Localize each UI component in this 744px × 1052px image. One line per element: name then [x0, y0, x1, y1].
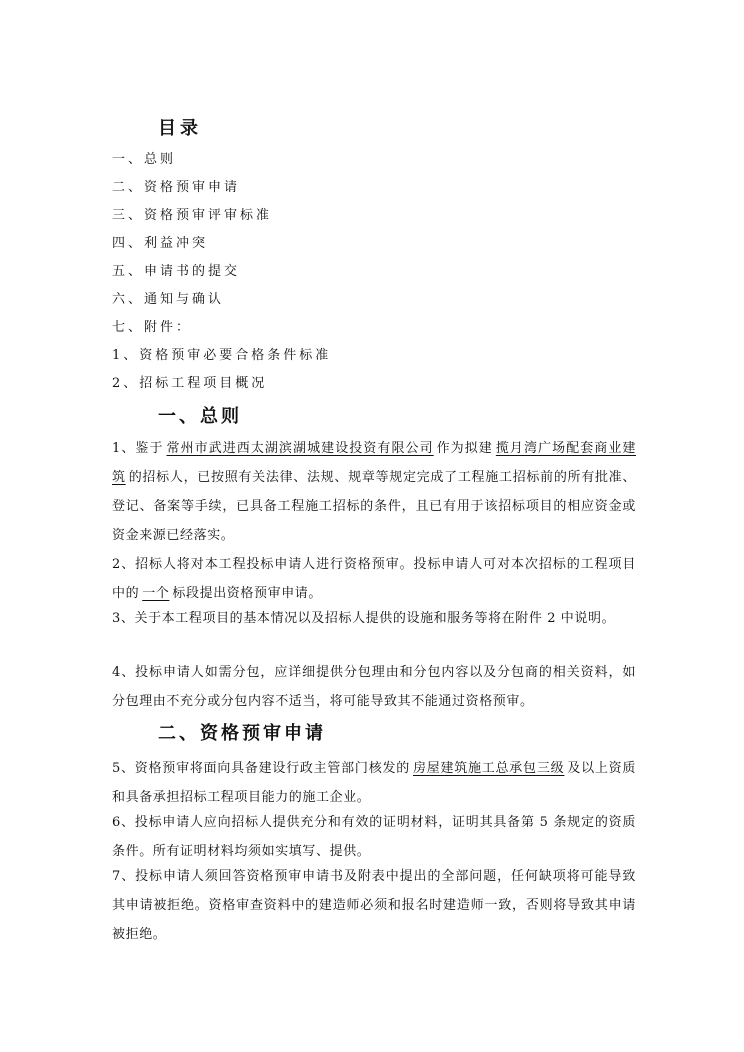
paragraph-3: 3、关于本工程项目的基本情况以及招标人提供的设施和服务等将在附件 2 中说明。: [112, 611, 616, 626]
toc-item[interactable]: 三、资格预审评审标准: [112, 208, 273, 223]
paragraph-5-text-a: 5、资格预审将面向具备建设行政主管部门核发的: [112, 761, 410, 776]
paragraph-7: 7、投标申请人须回答资格预审申请书及附表中提出的全部问题，任何缺项将可能导致其申请被拒绝。资格审查资料中的建造师必须和报名时建造师一致，否则将导致其申请被拒绝。: [112, 869, 636, 942]
toc-item[interactable]: 四、利益冲突: [112, 236, 209, 251]
paragraph-1-text-c: 的招标人，已按照有关法律、法规、规章等规定完成了工程施工招标前的所有批准、登记、备案等手续，已具备工程施工招标的条件，且已有用于该招标项目的相应资金或资金来源已经落实。: [112, 470, 636, 543]
paragraph-2: [112, 550, 636, 608]
toc-item[interactable]: 2、招标工程项目概况: [112, 376, 268, 391]
toc-item[interactable]: 二、资格预审申请: [112, 180, 241, 195]
paragraph-2-text-a: 2、招标人将对本工程投标申请人进行资格预审。投标申请人可对本次招标的工程项目中的: [112, 557, 636, 601]
paragraph-1: [112, 434, 636, 550]
toc-title: 目录: [158, 118, 202, 139]
paragraph-1-text-b: 作为拟建: [436, 441, 493, 456]
toc-item[interactable]: 六、通知与确认: [112, 292, 225, 307]
paragraph-2-text-b: 标段提出资格预审申请。: [172, 586, 323, 601]
toc-item[interactable]: 五、申请书的提交: [112, 264, 241, 279]
qualification-level: 房屋建筑施工总承包三级: [412, 761, 565, 776]
paragraph-6: 6、投标申请人应向招标人提供充分和有效的证明材料，证明其具备第 5 条规定的资质条件。所有证明材料均须如实填写、提供。: [112, 815, 636, 859]
project-name: 揽月湾广场配套商业建筑: [112, 441, 636, 485]
paragraph-1-text-a: 1、鉴于: [112, 441, 164, 456]
toc-item[interactable]: 一、总则: [112, 152, 177, 167]
section-count: 一个: [142, 586, 170, 601]
section-2-title: 二、资格预审申请: [158, 723, 326, 744]
paragraph-5-text-b: 及以上资质和具备承担招标工程项目能力的施工企业。: [112, 761, 636, 805]
toc-item[interactable]: 1、资格预审必要合格条件标准: [112, 348, 332, 363]
paragraph-4: 4、投标申请人如需分包，应详细提供分包理由和分包内容以及分包商的相关资料，如分包理由不充分或分包内容不适当，将可能导致其不能通过资格预审。: [112, 665, 636, 709]
organization-name: 常州市武进西太湖滨湖城建设投资有限公司: [166, 441, 434, 456]
toc-list: [112, 149, 652, 401]
toc-item[interactable]: 七、附件：: [112, 320, 193, 335]
section-1-title: 一、总则: [158, 406, 242, 427]
paragraph-5: [112, 754, 636, 812]
